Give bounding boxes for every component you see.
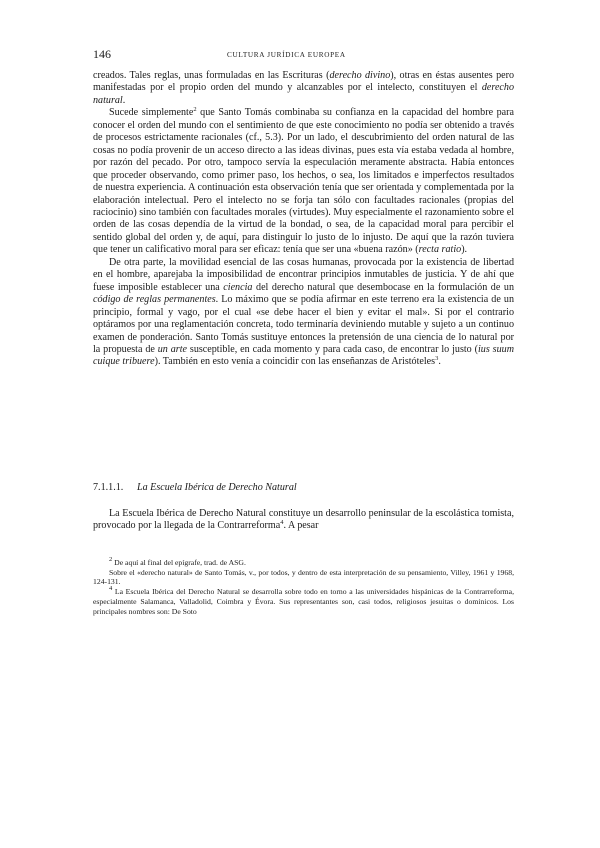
footnote-ref[interactable]: 4 — [280, 519, 284, 527]
text-run: ). También en esto venía a coincidir con las enseñanzas de Aristóteles — [154, 356, 436, 368]
footnote-2 — [93, 558, 514, 568]
text-run: ). — [461, 244, 468, 256]
italic-term: recta ratio — [418, 244, 462, 256]
paragraph-2 — [93, 107, 514, 256]
text-run: . — [438, 356, 441, 368]
italic-term: ius suum cuique tribuere — [93, 343, 514, 368]
paragraph-1 — [93, 70, 514, 107]
footnote-ref[interactable]: 3 — [435, 355, 439, 363]
footnotes — [93, 558, 514, 616]
section-heading — [93, 481, 514, 494]
paragraph-4 — [93, 508, 514, 533]
text-run: . A pesar — [283, 520, 319, 532]
text-run: ), otras en éstas ausentes pero manifestadas por el propio orden del mundo y alcanzables por el intelecto, constituyen el — [93, 70, 515, 94]
text-run: susceptible, en cada momento y para cada caso, de encontrar lo justo ( — [187, 343, 478, 355]
italic-term: derecho divino — [329, 70, 391, 81]
text-run: que Santo Tomás combinaba su confianza en la capacidad del hombre para conocer el orden del mundo con el sentimiento de que este conocimiento no podía ser obtenido a través de procesos estrictamente racionales (cf., 5.3). Por un lado, el descubrimiento del orden natural de las cosas no podía provenir de un acceso directo a las ideas divinas, pues esta vía estaba vedada al hombre, por razón del pecado. Por otro, tampoco servía la especulación meramente abstracta. Había entonces que proceder observando, como primer paso, los hechos, o sea, los limitados e imperfectos resultados de nuestra experiencia. A continuación esta observación tenía que ser orientada y complementada por la elaboración intelectual. Pero el intelecto no se forja tan sólo con facultades racionales (propias del raciocinio) sino también con facultades morales (virtudes). Muy especialmente el razonamiento sobre el orden de las cosas dependía de la virtud de la bondad, o sea, de la capacidad moral para percibir el sentido global del orden y, de aquí, para distinguir lo justo de lo injusto. De aquí que la razón tuviera que tener un calificativo moral para ser eficaz: tenía que ser una «buena razón» ( — [93, 107, 515, 256]
text-run: La Escuela Ibérica de Derecho Natural constituye un desarrollo peninsular de la escolástica tomista, provocado por la llegada de la Contrarreforma — [93, 508, 514, 532]
italic-term: ciencia — [223, 281, 253, 293]
text-run: . — [122, 94, 126, 106]
text-run: creados. Tales reglas, unas formuladas en las Escrituras ( — [93, 70, 330, 81]
text-run: . Lo máximo que se podía afirmar en este terreno era la existencia de un principio, formal y vago, por el cual «se debe hacer el bien y evitar el mal». Si por el contrario optáramos por una reglamentación concreta, todo terminaría deviniendo mutable y sujeto a un continuo examen de ponderación. Santo Tomás sustituye entonces la pretensión de una ciencia de lo natural por la propuesta de — [93, 294, 514, 355]
section-number: 7.1.1.1. — [93, 482, 124, 493]
paragraph-3 — [93, 257, 514, 369]
text-run: del derecho natural que desembocase en la formulación de un — [252, 281, 514, 293]
page-number: 146 — [93, 47, 111, 61]
footnote-text: La Escuela Ibérica del Derecho Natural se desarrolla sobre todo en torno a las universidades hispánicas de la Contrarreforma, especialmente Salamanca, Valladolid, Coimbra y Évora. Sus representantes son, casi todos, religiosos jesuitas o dominicos. Los principales nombres son: De Soto — [93, 587, 514, 616]
footnote-text: Sobre el «derecho natural» de Santo Tomás, v., por todos, y dentro de esta interpretación de su pensamiento, Villey, 1961 y 1968, 124-131. — [93, 567, 514, 587]
italic-term: un arte — [157, 343, 187, 355]
footnote-text: De aquí al final del epígrafe, trad. de ASG. — [112, 558, 246, 567]
footnote-mark: 4 — [109, 585, 113, 593]
italic-term: código de reglas permanentes — [93, 294, 216, 306]
journal-title: CULTURA JURÍDICA EUROPEA — [227, 51, 346, 59]
footnote-4 — [93, 587, 514, 616]
footnote-2-continued — [93, 568, 514, 587]
footnote-mark: 2 — [109, 556, 113, 563]
footnote-ref[interactable]: 2 — [193, 106, 197, 114]
section-text — [93, 508, 514, 533]
section-title: La Escuela Ibérica de Derecho Natural — [137, 482, 297, 493]
italic-term: derecho natural — [93, 82, 514, 106]
text-run: Sucede simplemente — [109, 107, 194, 119]
text-run: De otra parte, la movilidad esencial de las cosas humanas, provocada por la existencia de libertad en el hombre, aparejaba la imposibilidad de encontrar principios inmutables de justicia. Y de ahí que fuese imposible establecer una — [93, 256, 514, 293]
main-text — [93, 70, 514, 369]
